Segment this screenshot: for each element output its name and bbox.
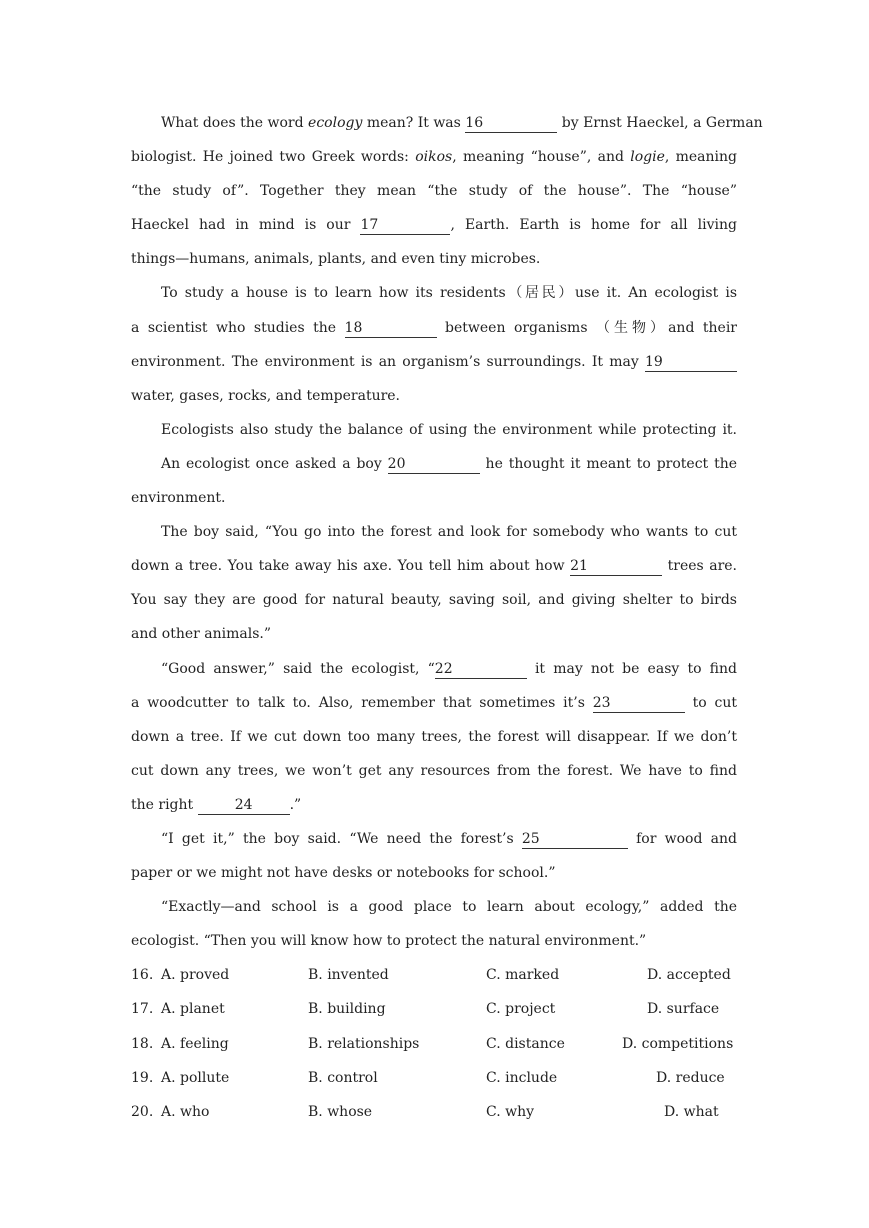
option-a: A. planet: [161, 1001, 225, 1018]
italic-term: ecology: [308, 115, 363, 131]
paragraph-4-line-2: environment.: [131, 490, 226, 507]
option-row-20: [131, 1095, 737, 1129]
paragraph-2-line-3: [131, 345, 737, 379]
text: “Good answer,” said the ecologist, “: [161, 660, 435, 677]
paragraph-2-line-1: To study a house is to learn how its residents（居民）use it. An ecologist is: [161, 285, 737, 302]
text: What does the word: [161, 115, 309, 131]
paragraph-6-line-2: [131, 686, 737, 720]
text: biologist. He joined two Greek words:: [131, 149, 416, 166]
paragraph-1-line-3: “the study of”. Together they mean “the study of the house”. The “house”: [131, 183, 737, 200]
option-c: C. marked: [486, 967, 560, 984]
text: to cut: [684, 694, 737, 711]
passage: [131, 106, 763, 1129]
option-c: C. include: [486, 1069, 558, 1086]
text: , Earth. Earth is home for all living: [450, 217, 738, 234]
paragraph-1-line-4: [131, 208, 737, 242]
paragraph-3-line-1: Ecologists also study the balance of using the environment while protecting it.: [161, 421, 737, 438]
text: Haeckel had in mind is our: [131, 217, 361, 234]
text: An ecologist once asked a boy: [161, 455, 388, 472]
option-a: A. pollute: [161, 1069, 230, 1086]
option-d: D. accepted: [647, 967, 731, 984]
option-row-16: [131, 958, 737, 992]
option-b: B. invented: [308, 967, 389, 984]
paragraph-5-line-2: [131, 549, 737, 583]
option-a: A. proved: [161, 967, 230, 984]
paragraph-1-line-2: [131, 140, 737, 174]
blank-18: 18: [345, 321, 437, 338]
paragraph-2-line-2: [131, 311, 737, 345]
text: down a tree. You take away his axe. You tell him about how: [131, 558, 571, 575]
option-d: D. surface: [647, 1001, 720, 1018]
paragraph-5-line-3: You say they are good for natural beauty, saving soil, and giving shelter to birds: [131, 592, 737, 609]
blank-22: 22: [435, 662, 527, 679]
text: he thought it meant to protect the: [479, 455, 737, 472]
paragraph-7-line-2: paper or we might not have desks or notebooks for school.”: [131, 865, 556, 882]
blank-21: 21: [570, 559, 662, 576]
text: trees are.: [662, 558, 737, 575]
option-a: A. feeling: [161, 1035, 229, 1052]
option-row-19: [131, 1061, 737, 1095]
answer-options: [131, 958, 737, 1128]
text: by Ernst Haeckel, a German: [557, 115, 763, 131]
blank-24: 24: [198, 798, 290, 815]
option-b: B. whose: [308, 1103, 373, 1120]
option-row-17: [131, 992, 737, 1026]
blank-16: 16: [465, 116, 557, 133]
option-c: C. why: [486, 1103, 535, 1120]
paragraph-8-line-1: “Exactly—and school is a good place to learn about ecology,” added the: [161, 899, 737, 916]
text: “I get it,” the boy said. “We need the forest’s: [161, 830, 522, 847]
text: for wood and: [627, 830, 738, 847]
paragraph-4-line-1: [131, 447, 737, 481]
question-number: 20.: [131, 1103, 154, 1120]
text: , meaning “house”, and: [452, 149, 631, 166]
paragraph-6-line-1: [131, 652, 737, 686]
paragraph-1-line-1: [131, 106, 763, 140]
text: it may not be easy to find: [526, 660, 737, 677]
paragraph-6-line-5: [131, 788, 737, 822]
option-d: D. what: [664, 1103, 719, 1120]
paragraph-5-line-4: and other animals.”: [131, 626, 272, 643]
blank-23: 23: [593, 696, 685, 713]
paragraph-8-line-2: ecologist. “Then you will know how to protect the natural environment.”: [131, 933, 647, 950]
italic-term: oikos: [415, 149, 453, 166]
paragraph-7-line-1: [131, 822, 737, 856]
option-b: B. relationships: [308, 1035, 420, 1052]
text: , meaning: [664, 149, 737, 166]
question-number: 16.: [131, 967, 154, 984]
text: .”: [289, 796, 302, 813]
text: a scientist who studies the: [131, 319, 345, 336]
text: environment. The environment is an organism’s surroundings. It may: [131, 353, 645, 370]
blank-17: 17: [360, 218, 450, 235]
option-row-18: [131, 1027, 737, 1061]
paragraph-6-line-4: cut down any trees, we won’t get any resources from the forest. We have to find: [131, 762, 737, 779]
italic-term: logie: [630, 149, 665, 166]
question-number: 18.: [131, 1035, 154, 1052]
text: the right: [131, 796, 198, 813]
blank-19: 19: [645, 355, 737, 372]
option-c: C. distance: [486, 1035, 565, 1052]
blank-20: 20: [388, 457, 480, 474]
paragraph-6-line-3: down a tree. If we cut down too many trees, the forest will disappear. If we don’t: [131, 728, 737, 745]
option-a: A. who: [161, 1103, 210, 1120]
option-d: D. competitions: [622, 1035, 734, 1052]
text: between organisms （生物）and their: [436, 319, 737, 336]
paragraph-1-line-5: things—humans, animals, plants, and even tiny microbes.: [131, 251, 541, 268]
paragraph-2-line-4: water, gases, rocks, and temperature.: [131, 387, 401, 404]
blank-25: 25: [522, 832, 628, 849]
text: a woodcutter to talk to. Also, remember that sometimes it’s: [131, 694, 593, 711]
option-d: D. reduce: [656, 1069, 725, 1086]
text: mean? It was: [362, 115, 466, 131]
question-number: 19.: [131, 1069, 154, 1086]
question-number: 17.: [131, 1001, 154, 1018]
option-c: C. project: [486, 1001, 556, 1018]
option-b: B. building: [308, 1001, 386, 1018]
paragraph-5-line-1: The boy said, “You go into the forest and look for somebody who wants to cut: [161, 524, 737, 541]
option-b: B. control: [308, 1069, 378, 1086]
